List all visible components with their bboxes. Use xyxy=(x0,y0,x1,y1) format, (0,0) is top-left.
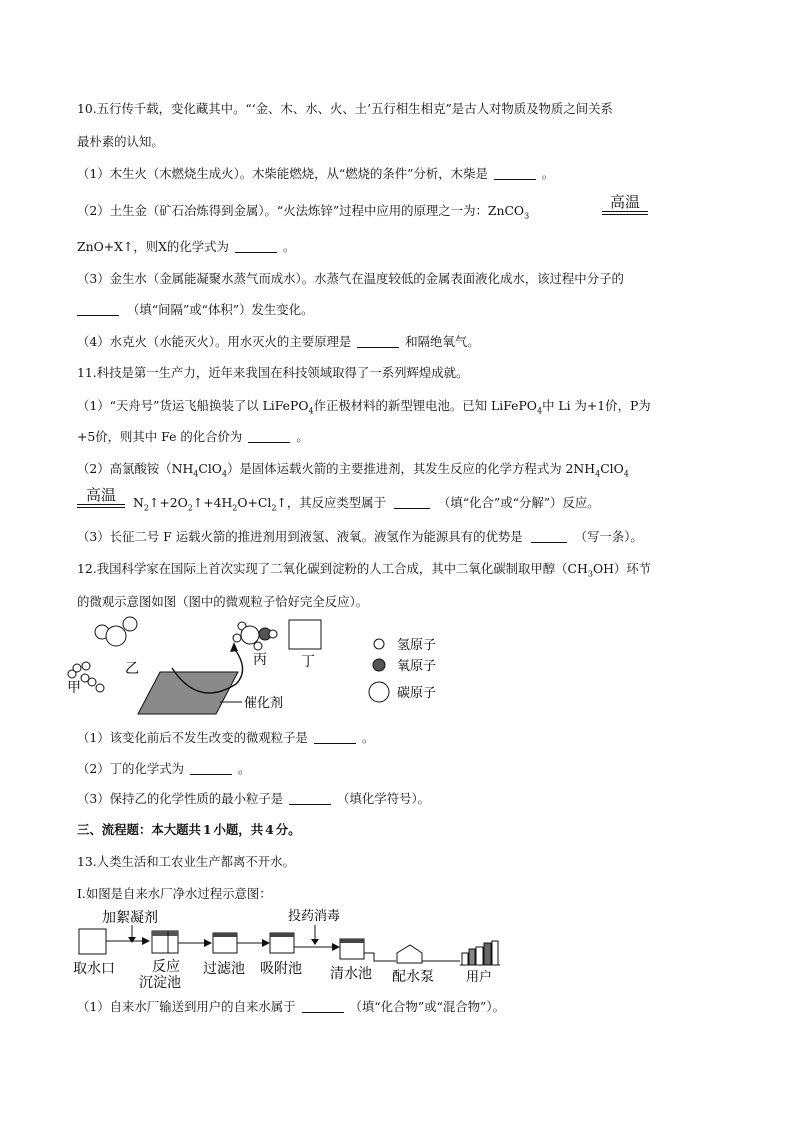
hydrogen-atom xyxy=(82,662,90,670)
catalyst-plate xyxy=(138,672,238,714)
answer-blank[interactable] xyxy=(302,999,344,1013)
hydrogen-atom xyxy=(73,664,81,672)
micro-reaction-diagram xyxy=(60,612,480,722)
label-pump: 配水泵 xyxy=(392,969,434,985)
carbon-atom xyxy=(241,626,259,644)
answer-blank[interactable] xyxy=(314,730,356,744)
arrow-head xyxy=(142,937,150,945)
answer-blank[interactable] xyxy=(494,166,536,180)
tank-top xyxy=(340,939,364,943)
answer-blank[interactable] xyxy=(190,761,232,775)
section-title: 三、流程题：本大题共 1 小题，共 4 分。 xyxy=(77,822,301,837)
answer-blank[interactable] xyxy=(357,334,399,348)
carbon-atom xyxy=(106,626,126,646)
reaction-condition: 高温 xyxy=(77,486,125,508)
legend-hydrogen: 氢原子 xyxy=(397,638,437,653)
q11-part2: （2）高氯酸铵$(NH_4ClO_4)$是固体运载火箭的主要推进剂，其发生反应的化学方程式为 $2NH_4ClO_4$ xyxy=(77,461,629,479)
pump-icon xyxy=(397,945,422,963)
label-adsorb: 吸附池 xyxy=(260,961,302,977)
product-box xyxy=(289,620,321,649)
arrow-head xyxy=(311,939,319,945)
q10-part3: （3）金生水（金属能凝聚水蒸气而成水）。水蒸气在温度较低的金属表面液化成水，该过程中分子的 xyxy=(77,271,624,286)
q10-part1: （1）木生火（木燃烧生成火）。木柴能燃烧，从“燃烧的条件”分析，木柴是 。 xyxy=(77,166,555,181)
q12-part2: （2）丁的化学式为 。 xyxy=(77,761,251,776)
hydrogen-atom xyxy=(233,634,241,642)
q12-part1: （1）该变化前后不发生改变的微观粒子是 。 xyxy=(77,730,375,745)
label-jia: 甲 xyxy=(67,680,81,696)
reaction-condition: 高温 xyxy=(602,193,648,215)
arrow-head xyxy=(332,943,340,951)
hydrogen-atom xyxy=(88,678,96,686)
q10-part3-line2: （填“间隔”或“体积”）发生变化。 xyxy=(77,301,313,319)
q11-part2-line2: $N_2↑+2O_2↑+4H_2O+Cl_2↑$，其反应类型属于 （填“化合”或“分解”）反应。 xyxy=(133,495,600,513)
answer-blank[interactable] xyxy=(289,791,331,805)
q13-part1: （1）自来水厂输送到用户的自来水属于 （填“化合物”或“混合物”）。 xyxy=(77,999,505,1014)
hydrogen-legend-icon xyxy=(374,639,384,649)
q13-part1-intro: Ⅰ.如图是自来水厂净水过程示意图： xyxy=(77,886,272,901)
arrow-head xyxy=(128,937,136,943)
answer-blank[interactable] xyxy=(531,529,567,543)
building-icon xyxy=(460,941,500,965)
q12-stem-line2: 的微观示意图如图（图中的微观粒子恰好完全反应）。 xyxy=(77,594,369,609)
label-filter: 过滤池 xyxy=(203,961,245,977)
label-reaction: 反应 xyxy=(152,959,180,975)
q12-stem-line1: 12.我国科学家在国际上首次实现了二氧化碳到淀粉的人工合成，其中二氧化碳制取甲醇$(CH_3OH)$环节 xyxy=(77,561,652,579)
arrow-head xyxy=(204,939,212,947)
tank-top xyxy=(270,933,294,937)
q11-part3: （3）长征二号 F 运载火箭的推进剂用到液氢、液氧。液氢作为能源具有的优势是 （写一条）。 xyxy=(77,529,643,544)
answer-blank[interactable] xyxy=(235,239,277,253)
answer-blank[interactable] xyxy=(394,495,430,509)
label-clean: 清水池 xyxy=(330,966,372,982)
q10-stem-line2: 最朴素的认知。 xyxy=(77,134,164,149)
label-sediment: 沉淀池 xyxy=(139,975,181,991)
carbon-legend-icon xyxy=(369,682,389,702)
label-coagulant: 加絮凝剂 xyxy=(102,910,158,926)
oxygen-legend-icon xyxy=(373,659,385,671)
flow-line xyxy=(364,953,396,961)
hydrogen-atom xyxy=(269,630,277,638)
q11-part1-line2: +5价，则其中 Fe 的化合价为 。 xyxy=(77,429,309,444)
label-source: 取水口 xyxy=(73,961,115,977)
q10-stem-line1: 10.五行传千载，变化藏其中。“‘金、木、水、火、土’五行相生相克”是古人对物质及物质之间关系 xyxy=(77,101,613,116)
answer-blank[interactable] xyxy=(77,302,119,316)
water-treatment-flow xyxy=(70,903,520,991)
q11-stem: 11.科技是第一生产力，近年来我国在科技领域取得了一系列辉煌成就。 xyxy=(77,365,469,380)
answer-blank[interactable] xyxy=(248,429,290,443)
q12-part3: （3）保持乙的化学性质的最小粒子是 （填化学符号）。 xyxy=(77,791,431,806)
label-ding: 丁 xyxy=(301,654,315,670)
q10-part4: （4）水克火（水能灭火）。用水灭火的主要原理是 和隔绝氧气。 xyxy=(77,334,480,349)
tank-top xyxy=(152,931,178,936)
q10-part2: （2）土生金（矿石冶炼得到金属）。“火法炼锌”过程中应用的原理之一为：ZnCO$_3$ xyxy=(77,203,530,221)
legend-carbon: 碳原子 xyxy=(397,686,437,701)
label-catalyst: 催化剂 xyxy=(244,696,284,711)
hydrogen-atom xyxy=(96,684,104,692)
q10-part2-line2: ZnO+X↑，则X的化学式为 。 xyxy=(77,239,296,254)
intake-box xyxy=(79,929,106,954)
label-disinfect: 投药消毒 xyxy=(288,909,341,924)
tank-top xyxy=(213,933,237,937)
label-user: 用户 xyxy=(466,970,493,985)
q13-stem: 13.人类生活和工农业生产都离不开水。 xyxy=(77,854,295,869)
label-bing: 丙 xyxy=(253,652,267,668)
oxygen-atom xyxy=(123,617,137,631)
legend-oxygen: 氧原子 xyxy=(397,659,437,674)
arrow-head xyxy=(230,642,238,652)
label-yi: 乙 xyxy=(125,661,139,677)
q11-part1: （1）“天舟号”货运飞船换装了以 LiFePO$_4$作正极材料的新型锂电池。已知 LiFePO$_4$中 Li 为+1价，P为 xyxy=(77,398,651,416)
hydrogen-atom xyxy=(254,642,262,650)
arrow-head xyxy=(262,939,270,947)
